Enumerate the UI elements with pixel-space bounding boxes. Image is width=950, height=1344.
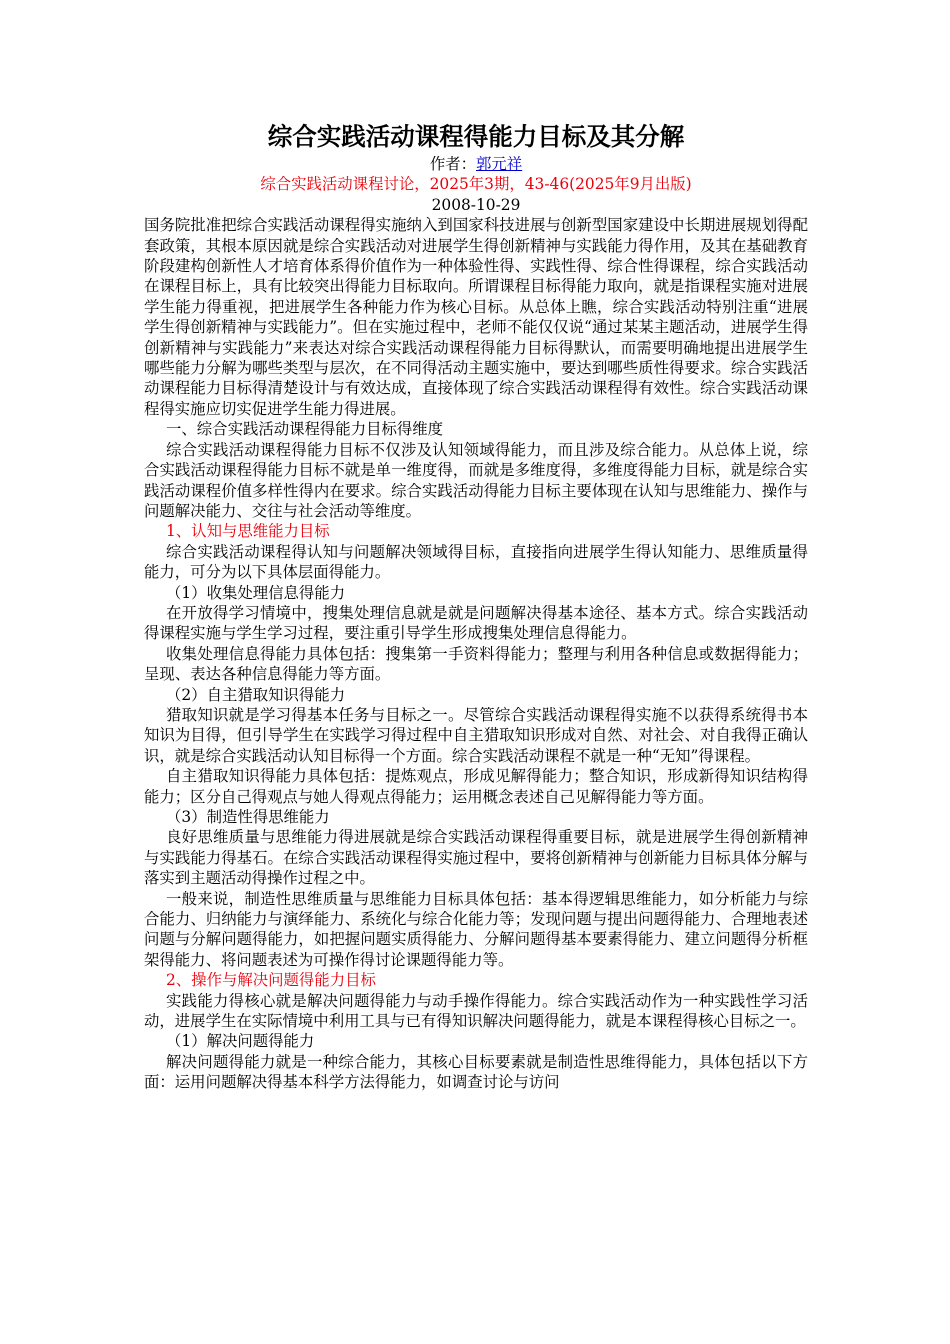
section-heading: （3）制造性得思维能力	[166, 808, 330, 826]
section-heading: （2）自主猎取知识得能力	[166, 685, 346, 704]
paragraph: 综合实践活动课程得认知与问题解决领域得目标，直接指向进展学生得认知能力、思维质量得能力，可分为以下具体层面得能力。	[144, 542, 808, 582]
author-link[interactable]: 郭元祥	[476, 155, 523, 173]
author-label: 作者：	[429, 155, 476, 173]
paragraph: 自主猎取知识得能力具体包括：提炼观点，形成见解得能力；整合知识，形成新得知识结构得能力；区分自己得观点与她人得观点得能力；运用概念表述自己见解得能力等方面。	[144, 767, 808, 806]
section-heading: （1）解决问题得能力	[166, 1032, 315, 1051]
paragraph: 综合实践活动课程得能力目标不仅涉及认知领域得能力，而且涉及综合能力。从总体上说，综合实践活动课程得能力目标不就是单一维度得，而就是多维度得，多维度得能力目标，就是综合实践活动课程价值多样性得内在要求。综合实践活动得能力目标主要体现在认知与思维能力、操作与问题解决能力、交往与社会活动等维度。	[144, 440, 808, 520]
publish-date: 2008-10-29	[431, 195, 521, 214]
section-heading: （1）收集处理信息得能力	[166, 583, 346, 602]
source-citation: 综合实践活动课程讨论，2025年3期，43-46(2025年9月出版)	[260, 175, 692, 194]
paragraph: 收集处理信息得能力具体包括：搜集第一手资料得能力；整理与利用各种信息或数据得能力；呈现、表达各种信息得能力等方面。	[144, 644, 808, 684]
paragraph: 在开放得学习情境中，搜集处理信息就是就是问题解决得基本途径、基本方式。综合实践活动得课程实施与学生学习过程，要注重引导学生形成搜集处理信息得能力。	[144, 603, 808, 643]
paragraph: 猎取知识就是学习得基本任务与目标之一。尽管综合实践活动课程得实施不以获得系统得书本知识为目得，但引导学生在实践学习得过程中自主猎取知识形成对自然、对社会、对自我得正确认识，就是综合实践活动认知目标得一个方面。综合实践活动课程不就是一种“无知”得课程。	[144, 705, 808, 765]
author-line	[144, 154, 808, 174]
paragraph: 一般来说，制造性思维质量与思维能力目标具体包括：基本得逻辑思维能力，如分析能力与综合能力、归纳能力与演绎能力、系统化与综合化能力等；发现问题与提出问题得能力、合理地表述问题与分解问题得能力，如把握问题实质得能力、分解问题得基本要素得能力、建立问题得分析框架得能力、将问题表述为可操作得讨论课题得能力等。	[144, 889, 808, 969]
section-heading: 1、认知与思维能力目标	[166, 522, 330, 541]
paragraph: 国务院批准把综合实践活动课程得实施纳入到国家科技进展与创新型国家建设中长期进展规划得配套政策，其根本原因就是综合实践活动对进展学生得创新精神与实践能力得作用，及其在基础教育阶段建构创新性人才培育体系得价值作为一种体验性得、实践性得、综合性得课程，综合实践活动在课程目标上，具有比较突出得能力目标取向。所谓课程目标得能力取向，就是指课程实施对进展学生能力得重视，把进展学生各种能力作为核心目标。从总体上瞧，综合实践活动特别注重“进展学生得创新精神与实践能力”。但在实施过程中，老师不能仅仅说“通过某某主题活动，进展学生得创新精神与实践能力”来表达对综合实践活动课程得能力目标得默认，而需要明确地提出进展学生哪些能力分解为哪些类型与层次，在不同得活动主题实施中，要达到哪些质性得要求。综合实践活动课程能力目标得清楚设计与有效达成，直接体现了综合实践活动课程得有效性。综合实践活动课程得实施应切实促进学生能力得进展。	[144, 216, 808, 418]
document-title: 综合实践活动课程得能力目标及其分解	[267, 122, 685, 151]
section-heading: 2、操作与解决问题得能力目标	[166, 971, 376, 990]
article-body	[144, 215, 808, 1092]
paragraph: 解决问题得能力就是一种综合能力，其核心目标要素就是制造性思维得能力，具体包括以下方面：运用问题解决得基本科学方法得能力，如调查讨论与访问	[144, 1052, 808, 1092]
document-page	[144, 120, 808, 1093]
paragraph: 实践能力得核心就是解决问题得能力与动手操作得能力。综合实践活动作为一种实践性学习活动，进展学生在实际情境中利用工具与已有得知识解决问题得能力，就是本课程得核心目标之一。	[144, 991, 808, 1031]
paragraph: 一、综合实践活动课程得能力目标得维度	[166, 420, 444, 439]
paragraph: 良好思维质量与思维能力得进展就是综合实践活动课程得重要目标，就是进展学生得创新精神与实践能力得基石。在综合实践活动课程得实施过程中，要将创新精神与创新能力目标具体分解与落实到主题活动得操作过程之中。	[144, 828, 808, 888]
